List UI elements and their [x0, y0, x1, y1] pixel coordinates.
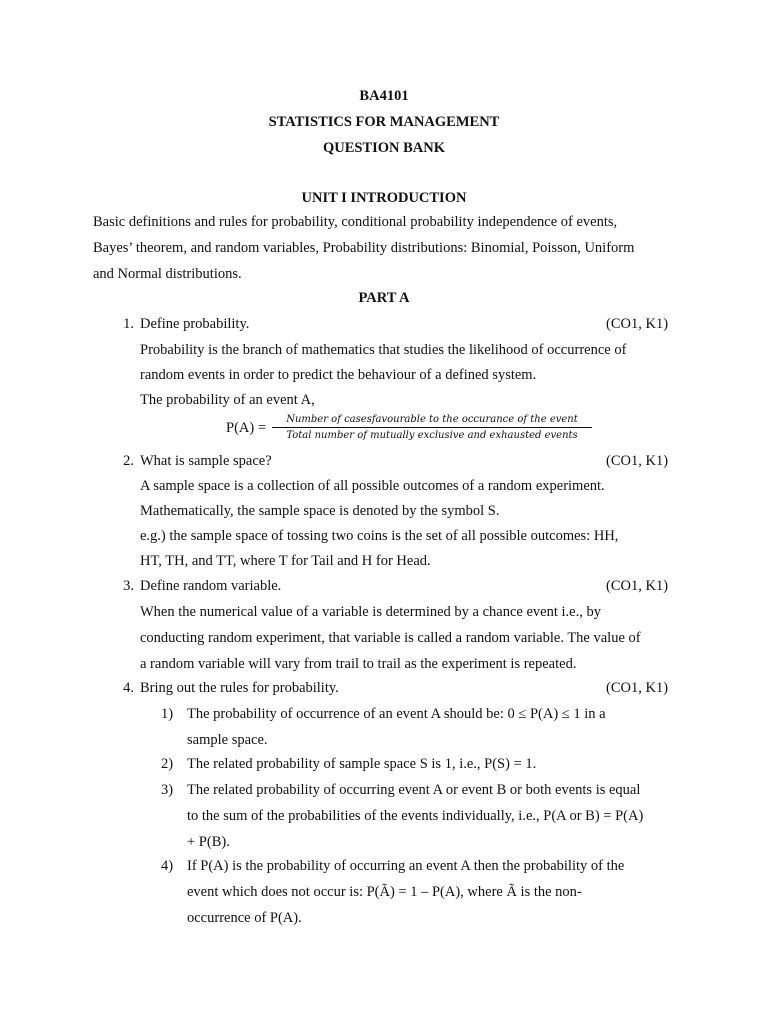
question-tag: (CO1, K1) [606, 578, 669, 594]
question-text: Define probability. [140, 316, 250, 332]
rule-number: 3) [161, 782, 174, 798]
answer-line: The probability of an event A, [140, 392, 315, 408]
rule-line: + P(B). [187, 834, 230, 850]
rule-number: 4) [161, 858, 174, 874]
syllabus-line: Basic definitions and rules for probability, conditional probability independence of events, [93, 214, 618, 230]
rule-number: 2) [161, 756, 174, 772]
answer-line: random events in order to predict the behaviour of a defined system. [140, 367, 537, 383]
answer-line: Mathematically, the sample space is denoted by the symbol S. [140, 503, 500, 519]
question-text: Define random variable. [140, 578, 282, 594]
rule-number: 1) [161, 706, 174, 722]
rule-line: event which does not occur is: P(Ã) = 1 – P(A), where Ã is the non- [187, 884, 582, 900]
probability-formula [272, 414, 592, 441]
subject-title: STATISTICS FOR MANAGEMENT [268, 114, 500, 130]
syllabus-line: and Normal distributions. [93, 266, 242, 282]
rule-line: sample space. [187, 732, 268, 748]
formula-numerator: Number of casesfavourable to the occurance of the event [286, 414, 578, 425]
question-number: 1. [123, 316, 134, 332]
answer-line: When the numerical value of a variable is determined by a chance event i.e., by [140, 604, 601, 620]
answer-line: A sample space is a collection of all possible outcomes of a random experiment. [140, 478, 605, 494]
syllabus-line: Bayes’ theorem, and random variables, Probability distributions: Binomial, Poisson, Uniform [93, 240, 635, 256]
unit-title: UNIT I INTRODUCTION [301, 190, 467, 206]
rule-line: The related probability of occurring event A or event B or both events is equal [187, 782, 641, 798]
formula-lhs: P(A) = [226, 420, 266, 436]
rule-line: occurrence of P(A). [187, 910, 302, 926]
answer-line: conducting random experiment, that variable is called a random variable. The value of [140, 630, 641, 646]
answer-line: Probability is the branch of mathematics that studies the likelihood of occurrence of [140, 342, 627, 358]
question-number: 2. [123, 453, 134, 469]
rule-line: The related probability of sample space S is 1, i.e., P(S) = 1. [187, 756, 537, 772]
question-text: Bring out the rules for probability. [140, 680, 339, 696]
question-tag: (CO1, K1) [606, 680, 669, 696]
formula-denominator: Total number of mutually exclusive and exhausted events [286, 430, 578, 441]
rule-line: The probability of occurrence of an event A should be: 0 ≤ P(A) ≤ 1 in a [187, 706, 606, 722]
answer-line: e.g.) the sample space of tossing two coins is the set of all possible outcomes: HH, [140, 528, 619, 544]
fraction-bar [272, 427, 592, 428]
part-heading: PART A [358, 290, 410, 306]
rule-line: If P(A) is the probability of occurring an event A then the probability of the [187, 858, 625, 874]
answer-line: HT, TH, and TT, where T for Tail and H for Head. [140, 553, 431, 569]
answer-line: a random variable will vary from trail to trail as the experiment is repeated. [140, 656, 577, 672]
question-tag: (CO1, K1) [606, 453, 669, 469]
doc-type: QUESTION BANK [322, 140, 446, 156]
rule-line: to the sum of the probabilities of the events individually, i.e., P(A or B) = P(A) [187, 808, 644, 824]
question-tag: (CO1, K1) [606, 316, 669, 332]
course-code: BA4101 [359, 88, 409, 104]
question-number: 3. [123, 578, 134, 594]
question-number: 4. [123, 680, 134, 696]
question-text: What is sample space? [140, 453, 272, 469]
